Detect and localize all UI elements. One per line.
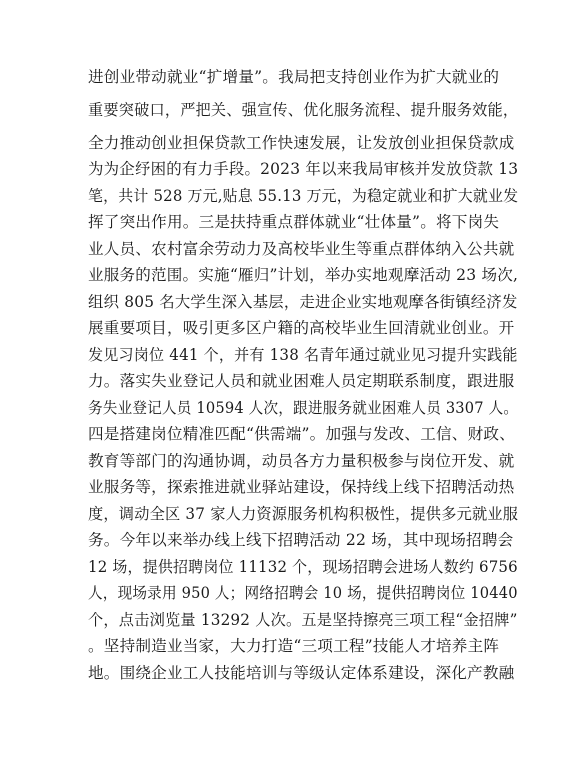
text-line: 为为企纾困的有力手段。2023 年以来我局审核并发放贷款 13 (88, 160, 519, 178)
text-line: 组织 805 名大学生深入基层，走进企业实地观摩各街镇经济发 (88, 293, 518, 311)
text-line: 务失业登记人员 10594 人次，跟进服务就业困难人员 3307 人。 (88, 399, 519, 417)
text-line: 人，现场录用 950 人；网络招聘会 10 场，提供招聘岗位 10440 (88, 584, 518, 602)
text-line: 地。围绕企业工人技能培训与等级认定体系建设，深化产教融 (88, 664, 515, 682)
text-line: 挥了突出作用。三是扶持重点群体就业“壮体量”。将下岗失 (88, 213, 500, 231)
text-line: 业人员、农村富余劳动力及高校毕业生等重点群体纳入公共就 (88, 240, 515, 258)
text-line: 业服务的范围。实施“雁归”计划，举办实地观摩活动 23 场次, (88, 266, 519, 284)
text-line: 发见习岗位 441 个，并有 138 名青年通过就业见习提升实践能 (88, 346, 518, 364)
text-line: 四是搭建岗位精准匹配“供需端”。加强与发改、工信、财政、 (88, 425, 515, 443)
text-line: 12 场，提供招聘岗位 11132 个，现场招聘会进场人数约 6756 (88, 558, 518, 576)
text-line: 力。落实失业登记人员和就业困难人员定期联系制度，跟进服 (88, 372, 515, 390)
text-line: 度，调动全区 37 家人力资源服务机构积极性，提供多元就业服 (88, 505, 519, 523)
text-line: 业服务等，探索推进就业驿站建设，保持线上线下招聘活动热 (88, 478, 515, 496)
text-line: 重要突破口，严把关、强宣传、优化服务流程、提升服务效能， (88, 101, 519, 119)
text-line: 展重要项目，吸引更多区户籍的高校毕业生回清就业创业。开 (88, 319, 515, 337)
text-line: 笔，共计 528 万元,贴息 55.13 万元，为稳定就业和扩大就业发 (88, 187, 519, 205)
text-line: 个，点击浏览量 13292 人次。五是坚持擦亮三项工程“金招牌” (88, 611, 518, 629)
text-line: 务。今年以来举办线上线下招聘活动 22 场，其中现场招聘会 (88, 531, 514, 549)
text-line: 全力推动创业担保贷款工作快速发展，让发放创业担保贷款成 (88, 134, 515, 152)
text-line: 教育等部门的沟通协调，动员各方力量积极参与岗位开发、就 (88, 452, 515, 470)
text-line: 进创业带动就业“扩增量”。我局把支持创业作为扩大就业的 (88, 68, 500, 86)
text-line: 。坚持制造业当家，大力打造“三项工程”技能人才培养主阵 (88, 637, 500, 655)
